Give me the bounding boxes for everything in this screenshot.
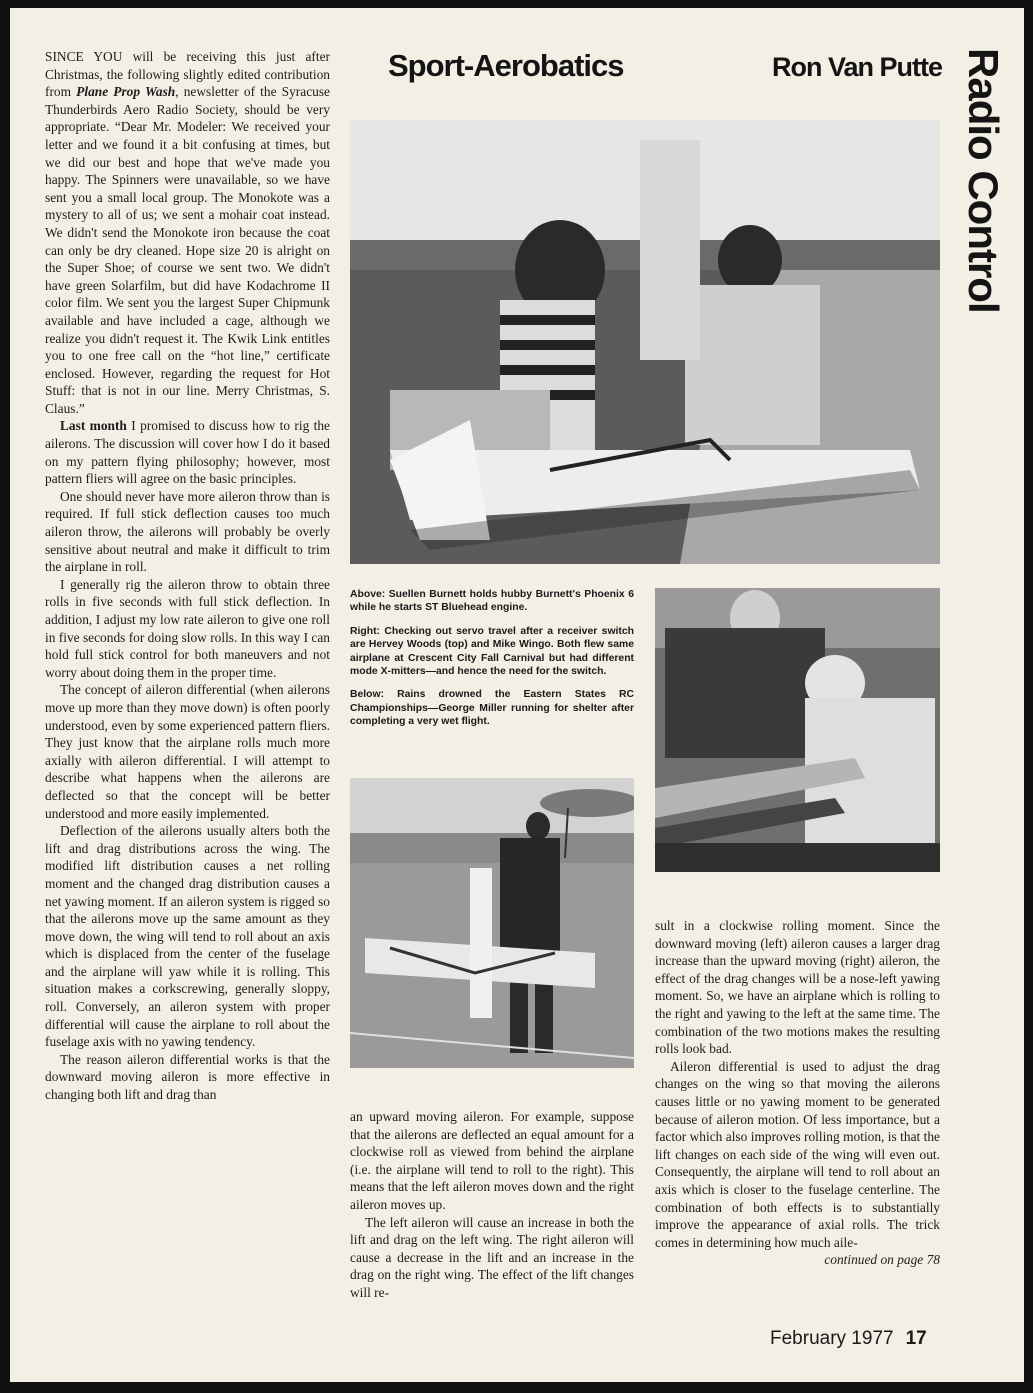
newsletter-title: Plane Prop Wash <box>76 84 176 100</box>
photo-engine-start <box>350 120 940 564</box>
body-column-1 <box>45 48 330 1333</box>
page-footer <box>770 1328 1010 1350</box>
continued-note: continued on page 78 <box>824 1252 940 1268</box>
caption-above: Above: Suellen Burnett holds hubby Burnett's Phoenix 6 while he starts ST Bluehead engine. <box>350 589 634 614</box>
paragraph: The reason aileron differential works is that the downward moving aileron is more effective in changing both lift and drag than <box>45 1051 330 1103</box>
paragraph-lead: Last month <box>60 418 127 434</box>
photo-rain-flight <box>350 778 634 1068</box>
paragraph-text: SINCE YOU will be receiving this just after Christmas, the following slightly edited contribution from <box>45 49 330 100</box>
paragraph: Aileron differential is used to adjust the drag changes on the wing so that moving the ailerons causes little or no yawing moment to be generated because of aileron motion. Of less importance, but a factor which also improves rolling motion, is that the lift changes on each side of the wing will even out. Consequently, the airplane will tend to roll about an axis which is closer to the fuselage centerline. The combination of both effects is to substantially improve the appearance of axial rolls. The trick comes in determining how much aile- <box>655 1058 940 1250</box>
caption-right: Right: Checking out servo travel after a receiver switch are Hervey Woods (top) and Mike Wingo. Both flew same airplane at Crescent City Fall Carnival but had different mode X-mitters—and hence the need for the switch. <box>350 625 634 678</box>
body-column-3 <box>655 917 940 1322</box>
paragraph <box>45 417 330 487</box>
photo-servo-check <box>655 588 940 872</box>
paragraph-text: , newsletter of the Syracuse Thunderbirds Aero Radio Society, should be very appropriate. “Dear Mr. Modeler: We received your letter and we found it a bit confusing at times, but we did our best and hope that we've made you happy. The Spinners were unavailable, so we have sent you a small local group. The Monokote was a mystery to all of us; we sent a mohair coat instead. We didn't send the Monokote iron because the coat can only be dry cleaned. Hope size 20 is alright on the Super Shoe; of course we sent two. We didn't have green Solarfilm, but did have Kodachrome II color film. We sent you the largest Super Chipmunk available and have included a cage, although we realize you didn't request it. The Kwik Link entitles you to one free call on the “hot line,” certificate enclosed. However, regarding the request for Hot Stuff: that is not in our line. Merry Christmas, S. Claus.” <box>45 84 330 416</box>
paragraph: The concept of aileron differential (when ailerons move up more than they move down) is often poorly understood, even by some experienced pattern fliers. They just know that the airplane rolls much more axially with aileron differential. I will attempt to describe what happens when the ailerons are deflected so that the concept will be better understood and more easily implemented. <box>45 682 330 821</box>
body-column-2 <box>350 1108 634 1333</box>
paragraph: sult in a clockwise rolling moment. Since the downward moving (left) aileron causes a larger drag increase than the upward moving (right) aileron, the effect of the drag changes will be a nose-left yawing moment. So, we have an airplane which is rolling to the right and yawing to the left at the same time. The combination of the two motions makes the resulting rolls look bad. <box>655 918 940 1057</box>
column-title: Sport-Aerobatics <box>388 48 624 83</box>
caption-below: Below: Rains drowned the Eastern States RC Championships—George Miller running for shelter after completing a very wet flight. <box>350 689 634 728</box>
paragraph: I generally rig the aileron throw to obtain three rolls in five seconds with full stick deflection. In addition, I adjust my low rate aileron to give one roll in five seconds for doing slow rolls. In this way I can hold full stick control for both maneuvers and not worry about doing them in the proper time. <box>45 576 330 680</box>
magazine-page <box>10 8 1024 1382</box>
section-label: Radio Control <box>960 48 1007 313</box>
paragraph <box>45 48 330 417</box>
page-number: 17 <box>905 1328 927 1349</box>
paragraph-text: I promised to discuss how to rig the ailerons. The discussion will cover how I do it based on my pattern flying philosophy; however, most pattern fliers will agree on the basic principles. <box>45 418 330 487</box>
paragraph: Deflection of the ailerons usually alters both the lift and drag distributions across the wing. The modified lift distribution causes a net rolling moment and the changed drag distribution causes a net yawing moment. If an aileron system is rigged so that the ailerons move up the same amount as they move down, the wing will tend to roll about an axis which is displaced from the center of the fuselage and the airplane will yaw while it is rolling. This situation makes a corkscrewing, generally sloppy, roll. Conversely, an aileron system with proper differential will cause the airplane to roll about the fuselage axis with no yawing tendency. <box>45 823 330 1050</box>
photo-captions <box>350 588 634 739</box>
paragraph: One should never have more aileron throw than is required. If full stick deflection causes too much aileron throw, the ailerons will probably be overly sensitive about neutral and make it difficult to trim the airplane in roll. <box>45 488 330 575</box>
paragraph: an upward moving aileron. For example, suppose that the ailerons are deflected an equal amount for a clockwise roll as viewed from behind the airplane (i.e. the airplane will tend to roll to the right). This means that the left aileron moves down and the right aileron moves up. <box>350 1109 634 1212</box>
author-byline: Ron Van Putte <box>772 52 943 82</box>
issue-date: February 1977 <box>770 1328 894 1349</box>
paragraph: The left aileron will cause an increase in both the lift and drag on the left wing. The right aileron will cause a decrease in the lift and an increase in the drag on the right wing. The effect of the lift changes will re- <box>350 1214 634 1300</box>
